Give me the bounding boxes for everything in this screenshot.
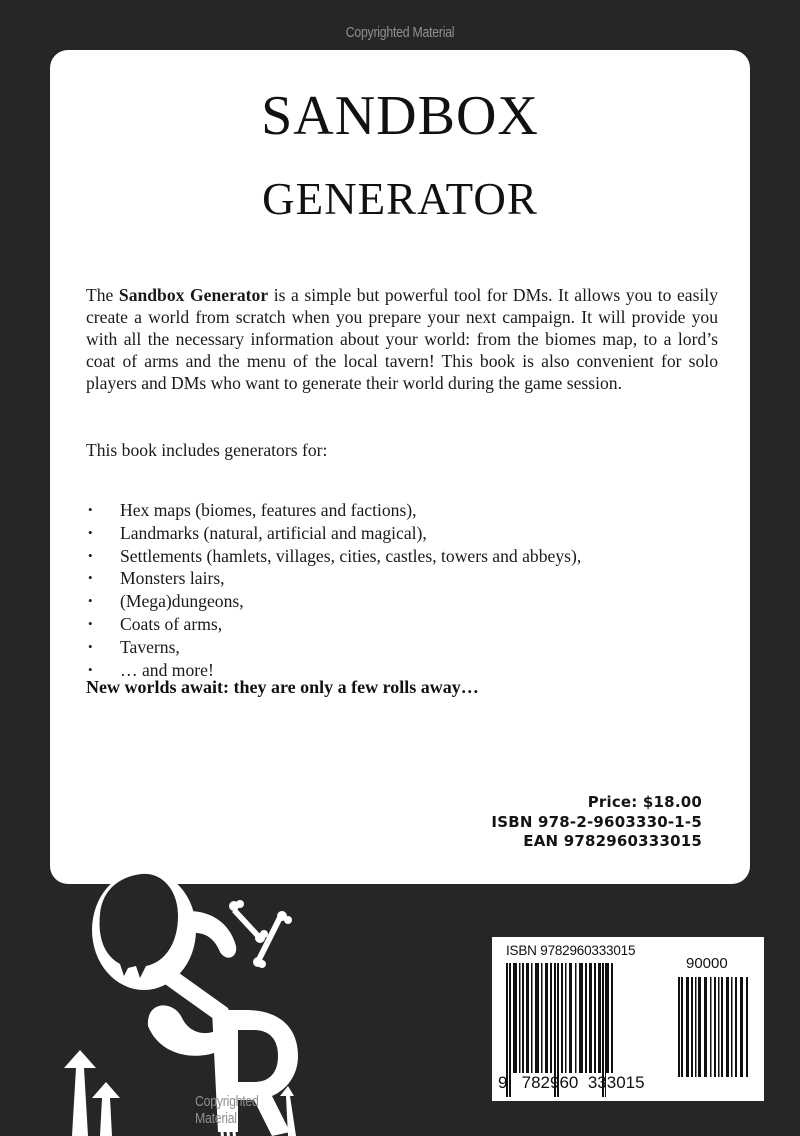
generators-list [86,499,581,681]
bone-icon [229,900,292,968]
bullet-icon: • [88,502,93,517]
barcode-digit-group-2: 333015 [587,1073,645,1092]
tagline: New worlds await: they are only a few rolls away… [86,677,479,697]
bullet-icon: • [88,570,93,586]
back-cover-panel [50,50,750,884]
copyright-watermark-bottom: Copyrighted Material [195,1093,259,1127]
bullet-icon: • [88,524,93,540]
barcode [492,937,764,1101]
bullet-icon: • [88,615,93,631]
intro-paragraph [86,284,718,394]
letter-o-icon [92,870,196,990]
list-item [86,545,581,568]
list-item-label: Taverns, [120,636,180,657]
ean: EAN 9782960333015 [523,832,702,850]
list-item-label: Monsters lairs, [120,568,225,589]
intro-body: is a simple but powerful tool for DMs. It allows you to easily create a world from scratch when you prepare your next campaign. It will provide you with all the necessary information about your world: from the biomes map, to a lord’s coat of arms and the menu of the local tavern! This book is also convenient for solo players and DMs who want to generate their world during the game session. [86,285,718,393]
includes-heading: This book includes generators for: [86,440,328,460]
pricing-block [491,793,702,852]
bullet-icon: • [88,593,93,609]
barcode-addon-label: 90000 [686,955,728,972]
list-item [86,567,581,590]
list-item-label: Settlements (hamlets, villages, cities, castles, towers and abbeys), [120,545,582,566]
intro-product-name: Sandbox Generator [118,285,269,305]
list-item [86,613,581,636]
barcode-isbn-label: ISBN 9782960333015 [506,943,636,958]
list-item-label: Landmarks (natural, artificial and magical), [120,522,427,543]
bullet-icon: • [88,638,93,654]
list-item [86,522,581,545]
list-item-label: (Mega)dungeons, [120,591,244,612]
list-item-label: Coats of arms, [120,613,223,634]
copyright-watermark-top: Copyrighted Material [345,24,455,41]
list-item [86,636,581,659]
list-item [86,590,581,613]
title-sandbox: SANDBOX [261,85,539,147]
list-item-label: … and more! [120,659,214,680]
price: Price: $18.00 [587,793,702,811]
barcode-digit-first: 9 [498,1073,508,1092]
barcode-digits [498,1073,645,1093]
grass-icon [200,864,306,884]
intro-prefix: The [86,285,119,305]
bullet-icon: • [88,661,93,677]
barcode-digit-group-1: 782960 [521,1073,579,1092]
bullet-icon: • [88,547,93,563]
barcode-addon-bars [678,977,752,1077]
isbn: ISBN 978-2-9603330-1-5 [491,812,702,831]
title-generator: GENERATOR [262,174,538,224]
list-item [86,499,581,522]
list-item-label: Hex maps (biomes, features and factions), [120,500,417,520]
